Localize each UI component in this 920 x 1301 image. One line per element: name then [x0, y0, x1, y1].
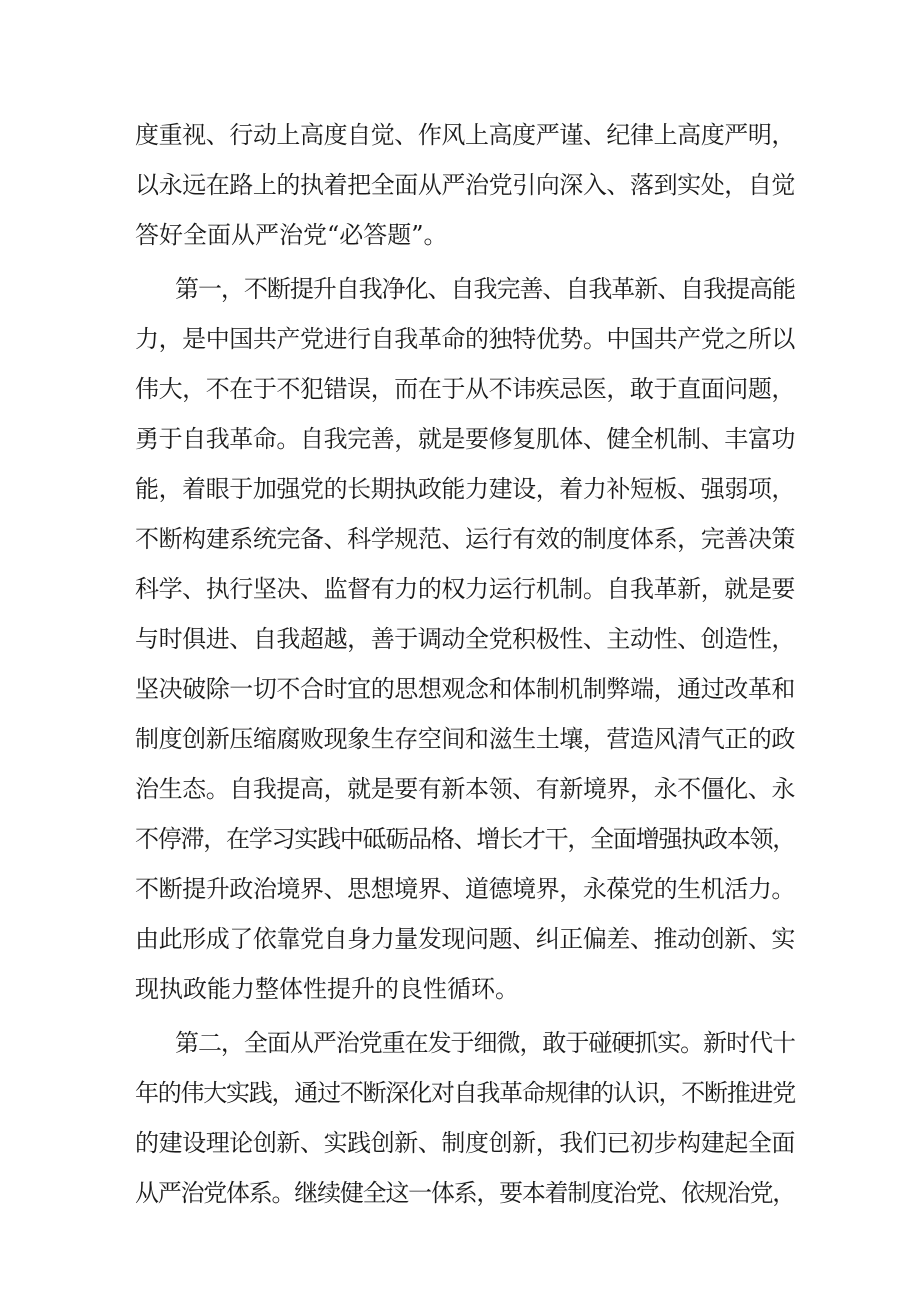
paragraph-line: 与时俱进、自我超越，善于调动全党积极性、主动性、创造性，	[135, 625, 795, 653]
paragraph-line: 的建设理论创新、实践创新、制度创新，我们已初步构建起全面	[135, 1129, 795, 1157]
paragraph-line: 勇于自我革命。自我完善，就是要修复肌体、健全机制、丰富功	[135, 425, 795, 453]
paragraph-first-line: 第二，全面从严治党重在发于细微，敢于碰硬抓实。新时代十	[175, 1029, 795, 1057]
paragraph-line: 治生态。自我提高，就是要有新本领、有新境界，永不僵化、永	[135, 775, 795, 803]
paragraph-line: 从严治党体系。继续健全这一体系，要本着制度治党、依规治党，	[135, 1179, 795, 1207]
paragraph-line: 答好全面从严治党“必答题”。	[135, 221, 448, 249]
paragraph-line: 不断提升政治境界、思想境界、道德境界，永葆党的生机活力。	[135, 875, 795, 903]
paragraph-line: 由此形成了依靠党自身力量发现问题、纠正偏差、推动创新、实	[135, 925, 795, 953]
paragraph-line: 度重视、行动上高度自觉、作风上高度严谨、纪律上高度严明，	[135, 121, 795, 149]
paragraph-line: 坚决破除一切不合时宜的思想观念和体制机制弊端，通过改革和	[135, 675, 795, 703]
paragraph-line: 科学、执行坚决、监督有力的权力运行机制。自我革新，就是要	[135, 575, 795, 603]
paragraph-line: 能，着眼于加强党的长期执政能力建设，着力补短板、强弱项，	[135, 475, 795, 503]
paragraph-line: 以永远在路上的执着把全面从严治党引向深入、落到实处，自觉	[135, 171, 795, 199]
paragraph-line: 现执政能力整体性提升的良性循环。	[135, 975, 519, 1003]
paragraph-line: 力，是中国共产党进行自我革命的独特优势。中国共产党之所以	[135, 325, 795, 353]
paragraph-line: 不停滞，在学习实践中砥砺品格、增长才干，全面增强执政本领，	[135, 825, 795, 853]
paragraph-line: 不断构建系统完备、科学规范、运行有效的制度体系，完善决策	[135, 525, 795, 553]
paragraph-line: 年的伟大实践，通过不断深化对自我革命规律的认识，不断推进党	[135, 1079, 795, 1107]
paragraph-line: 伟大，不在于不犯错误，而在于从不讳疾忌医，敢于直面问题，	[135, 375, 795, 403]
paragraph-line: 制度创新压缩腐败现象生存空间和滋生土壤，营造风清气正的政	[135, 725, 795, 753]
paragraph-first-line: 第一，不断提升自我净化、自我完善、自我革新、自我提高能	[175, 275, 795, 303]
